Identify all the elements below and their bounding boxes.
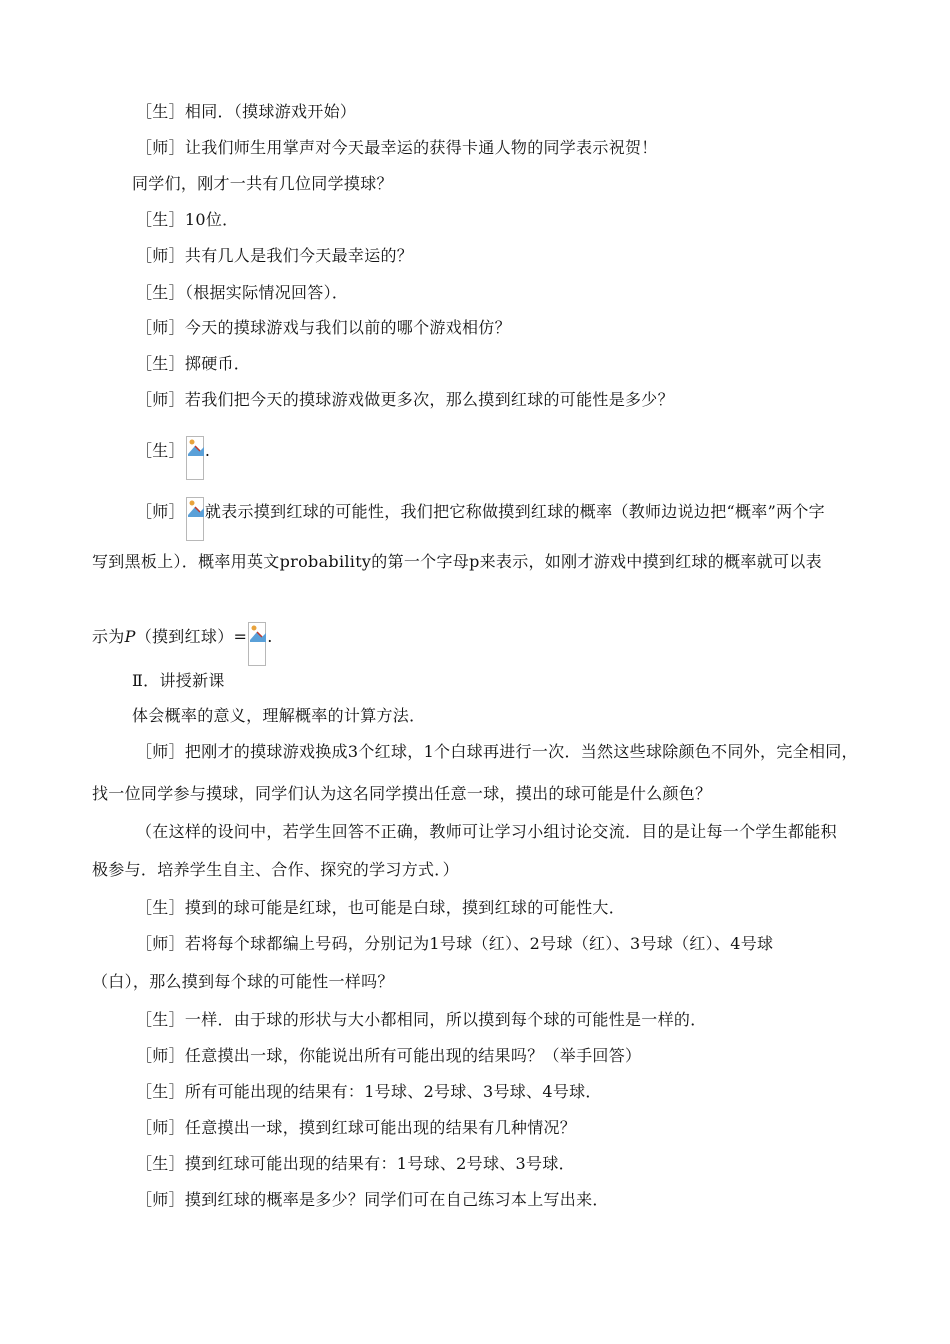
- text-line: ［生］相同．（摸球游戏开始）: [136, 102, 357, 121]
- text-line: ［师］任意摸出一球，摸到红球可能出现的结果有几种情况？: [136, 1118, 577, 1137]
- text-line: ［师］共有几人是我们今天最幸运的？: [136, 246, 414, 265]
- text-line: 写到黑板上）．概率用英文probability的第一个字母p来表示，如刚才游戏中摸到红球的概率就可以表: [92, 552, 822, 571]
- text-line: ［生］摸到的球可能是红球，也可能是白球，摸到红球的可能性大．: [136, 898, 626, 917]
- text-line: （白），那么摸到每个球的可能性一样吗？: [92, 972, 394, 991]
- text-line: ［师］若将每个球都编上号码，分别记为1号球（红）、2号球（红）、3号球（红）、4号球: [136, 934, 774, 953]
- text-line: ［师］把刚才的摸球游戏换成3个红球，1个白球再进行一次．当然这些球除颜色不同外，完全相同，: [136, 742, 858, 761]
- text-line: ［师］让我们师生用掌声对今天最幸运的获得卡通人物的同学表示祝贺！: [136, 138, 658, 157]
- broken-image-icon: [186, 436, 204, 480]
- text-line: 极参与．培养学生自主、合作、探究的学习方式．）: [92, 860, 459, 879]
- text-line: [136, 436, 211, 460]
- period: .: [204, 441, 211, 460]
- text-line: ［师］任意摸出一球，你能说出所有可能出现的结果吗？（举手回答）: [136, 1046, 642, 1065]
- text-line: ［生］所有可能出现的结果有：1号球、2号球、3号球、4号球．: [136, 1082, 602, 1101]
- text-span: （摸到红球）=: [135, 627, 248, 646]
- text-line: 找一位同学参与摸球，同学们认为这名同学摸出任意一球，摸出的球可能是什么颜色？: [92, 784, 712, 803]
- text-line: ［生］摸到红球可能出现的结果有：1号球、2号球、3号球．: [136, 1154, 575, 1173]
- text-line: ［生］掷硬币．: [136, 354, 251, 373]
- text-line: [136, 497, 860, 521]
- broken-image-icon: [248, 622, 266, 666]
- section-heading: Ⅱ．讲授新课: [132, 671, 225, 690]
- speaker-label: ［师］: [136, 502, 185, 521]
- text-line: ［生］10位．: [136, 210, 239, 229]
- text-line: ［师］今天的摸球游戏与我们以前的哪个游戏相仿？: [136, 318, 511, 337]
- text-line: [92, 622, 273, 646]
- text-line: ［师］若我们把今天的摸球游戏做更多次，那么摸到红球的可能性是多少？: [136, 390, 674, 409]
- broken-image-icon: [186, 497, 204, 541]
- text-line: （在这样的设问中，若学生回答不正确，教师可让学习小组讨论交流．目的是让每一个学生都能积: [136, 822, 837, 841]
- text-line: 体会概率的意义，理解概率的计算方法．: [132, 706, 426, 725]
- probability-variable: P: [124, 627, 136, 646]
- text-span: 就表示摸到红球的可能性，我们把它称做摸到红球的概率（教师边说边把“概率”两个字: [204, 502, 825, 521]
- text-line: ［生］（根据实际情况回答）．: [136, 283, 349, 302]
- text-span: 示为: [92, 627, 125, 646]
- text-line: ［师］摸到红球的概率是多少？同学们可在自己练习本上写出来．: [136, 1190, 609, 1209]
- speaker-label: ［生］: [136, 441, 185, 460]
- text-line: ［生］一样．由于球的形状与大小都相同，所以摸到每个球的可能性是一样的．: [136, 1010, 707, 1029]
- period: .: [267, 627, 273, 646]
- text-line: 同学们，刚才一共有几位同学摸球？: [132, 174, 393, 193]
